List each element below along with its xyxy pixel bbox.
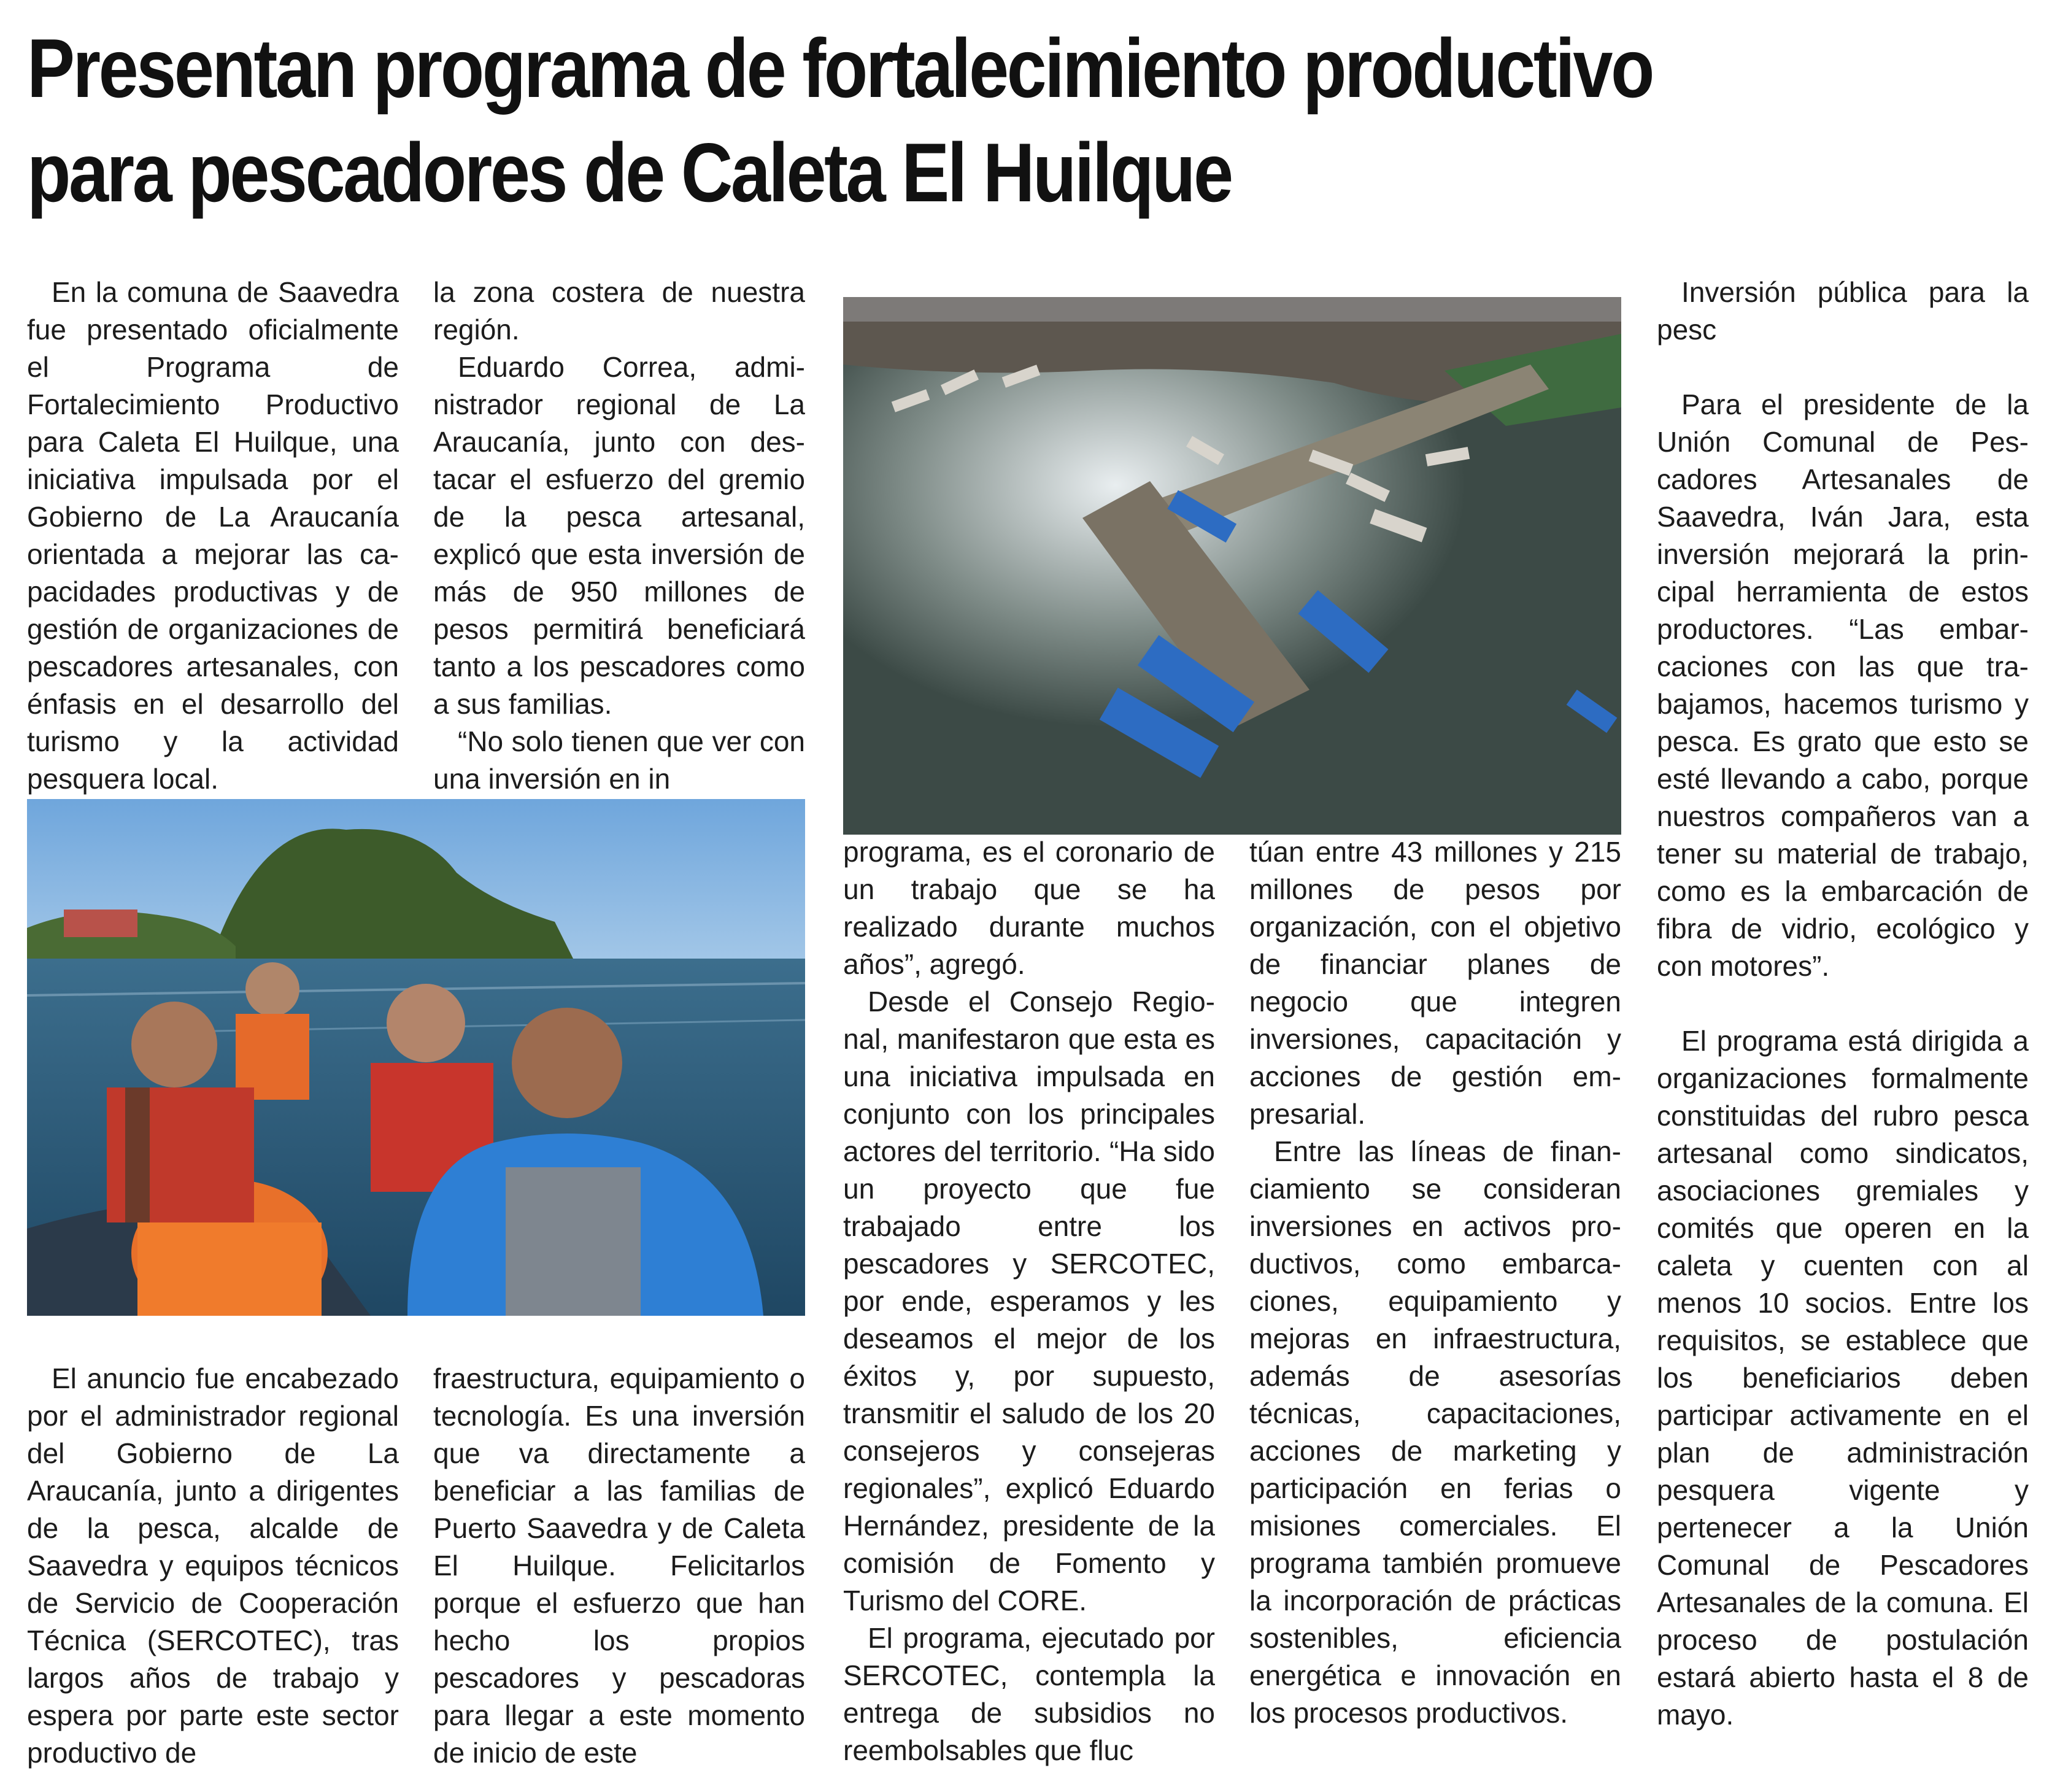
paragraph: programa, es el coronario de un trabajo que se ha realizado durante muchos años”, agregó. — [843, 836, 1215, 980]
subheading — [1657, 274, 2029, 349]
paragraph: El anuncio fue encabezado por el administrador regional del Gobierno de La Araucanía, junto a dirigentes de la pesca, alcalde de Saavedra y equipos técnicos de Servicio de Cooperación Técnica (SERCOTEC), tras largos años de trabajo y espera por parte este sector productivo de — [27, 1362, 399, 1769]
headline-line-2: para pescadores de Caleta El Huilque — [27, 126, 1232, 219]
column-2-bottom — [433, 1360, 805, 1772]
column-4 — [1249, 833, 1621, 1732]
caleta-aerial-photo — [843, 297, 1621, 835]
column-1-top — [27, 274, 399, 798]
subheading-text: Inversión pública para la pesc — [1657, 276, 2029, 346]
paragraph: fraestructura, equipamiento o tecnología. Es una inversión que va directamente a beneficiar a las familias de Puerto Saavedra y de Caleta El Huilque. Felicitarlos porque el esfuerzo que han hecho los propios pescadores y pescadoras para llegar a este momento de inicio de este — [433, 1362, 805, 1769]
paragraph: Para el presidente de la Unión Comunal de Pescadores Artesanales de Saavedra, Iván Jara, esta inversión mejorará la principal herramienta de estos productores. “Las embarcaciones con las que trabajamos, hacemos turismo y pesca. Es grato que esto se esté llevando a cabo, porque nuestros compañeros van a tener su material de trabajo, como es la embarcación de fibra de vidrio, ecológico y con motores”. — [1657, 388, 2029, 982]
paragraph: la zona costera de nuestra región. — [433, 276, 805, 346]
paragraph: “No solo tienen que ver con una inversión en in — [433, 725, 805, 795]
paragraph: túan entre 43 millones y 215 millones de pesos por organización, con el objetivo de financiar planes de negocio que integren inversiones, capacitación y acciones de gestión empresarial. — [1249, 836, 1621, 1130]
paragraph: El programa está dirigida a organizaciones formalmente constituidas del rubro pesca artesanal como sindicatos, asociaciones gremiales y comités que operen en la caleta y cuenten con al menos 10 socios. Entre los requisitos, se establece que los beneficiarios deben participar activamente en el plan de administración pesquera vigente y pertenecer a la Unión Comunal de Pescadores Artesanales de la comuna. El proceso de postulación estará abierto hasta el 8 de mayo. — [1657, 1025, 2029, 1731]
column-3 — [843, 833, 1215, 1769]
column-1-bottom — [27, 1360, 399, 1772]
paragraph: Eduardo Correa, administrador regional de La Araucanía, junto con destacar el esfuerzo del gremio de la pesca artesanal, explicó que esta inversión de más de 950 millones de pesos permitirá beneficiará tanto a los pescadores como a sus familias. — [433, 351, 805, 720]
paragraph: Entre las líneas de financiamiento se consideran inversiones en activos productivos, como embarcaciones, equipamiento y mejoras en infraestructura, además de asesorías técnicas, capacitaciones, acciones de marketing y participación en ferias o misiones comerciales. El programa también promueve la incorporación de prácticas sostenibles, eficiencia energética e innovación en los procesos productivos. — [1249, 1135, 1621, 1729]
paragraph: Desde el Consejo Regional, manifestaron que esta es una iniciativa impulsada en conjunto con los principales actores del territorio. “Ha sido un proyecto que fue trabajado entre los pescadores y SERCOTEC, por ende, esperamos y les deseamos el mejor de los éxitos y, por supuesto, transmitir el saludo de los 20 consejeros y consejeras regionales”, explicó Eduardo Hernández, presidente de la comisión de Fomento y Turismo del CORE. — [843, 986, 1215, 1616]
fishermen-boat-photo — [27, 799, 805, 1316]
headline — [27, 16, 1748, 225]
paragraph: En la comuna de Saavedra fue presentado oficialmente el Programa de Fortalecimiento Productivo para Caleta El Huilque, una iniciativa impulsada por el Gobierno de La Araucanía orientada a mejorar las capacidades productivas y de gestión de organizaciones de pescadores artesanales, con énfasis en el desarrollo del turismo y la actividad pesquera local. — [27, 276, 399, 795]
paragraph: El programa, ejecutado por SERCOTEC, contempla la entrega de subsidios no reembolsables que fluc — [843, 1622, 1215, 1766]
column-5 — [1657, 274, 2029, 1734]
column-2-top — [433, 274, 805, 798]
headline-line-1: Presentan programa de fortalecimiento productivo — [27, 21, 1653, 115]
